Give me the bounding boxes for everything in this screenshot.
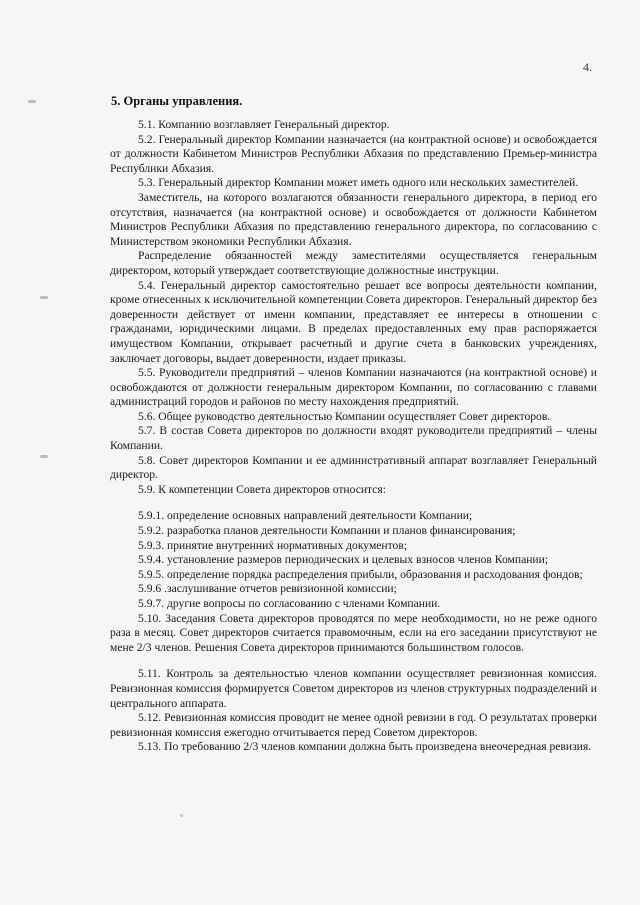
paragraph-5-2: 5.2. Генеральный директор Компании назначается (на контрактной основе) и освобождается от должности Кабинетом Министров Республики Абхазия по представлению Премьер-министра Республики Абхазия.	[110, 132, 597, 175]
page-number: 4.	[583, 60, 592, 74]
scan-artifact	[40, 296, 48, 299]
paragraph-deputy: Заместитель, на которого возлагаются обязанности генерального директора, в период его отсутствия, назначается (на контрактной основе) и освобождается от должности Кабинетом Министров Республики Абхазия по представлению генерального директора, по согласованию с Министерством экономики Республики Абхазия.	[110, 190, 597, 248]
paragraph-5-5: 5.5. Руководители предприятий – членов Компании назначаются (на контрактной основе) и освобождаются от должности генеральным директором Компании, по согласованию с главами администраций городов и районов по месту нахождения предприятий.	[110, 366, 597, 409]
list-item-5-9-1: 5.9.1. определение основных направлений деятельности Компании;	[138, 509, 473, 523]
paragraph-5-11: 5.11. Контроль за деятельностью членов компании осуществляет ревизионная комиссия. Ревизионная комиссия формируется Советом директоров из членов структурных подразделений и центрального аппарата.	[110, 667, 597, 710]
paragraph-5-10: 5.10. Заседания Совета директоров проводятся по мере необходимости, но не реже одного раза в месяц. Совет директоров считается правомочным, если на его заседании присутствуют не мене 2/3 членов. Решения Совета директоров принимаются большинством голосов.	[110, 611, 597, 654]
list-item-5-9-3: 5.9.3. принятие внутренних нормативных документов;	[138, 538, 408, 552]
paragraph-5-3: 5.3. Генеральный директор Компании может иметь одного или нескольких заместителей.	[138, 176, 579, 190]
scan-artifact	[40, 455, 48, 458]
paragraph-duties: Распределение обязанностей между заместителями осуществляется генеральным директором, который утверждает соответствующие должностные инструкции.	[110, 249, 597, 277]
paragraph-5-13: 5.13. По требованию 2/3 членов компании должна быть произведена внеочередная ревизия.	[138, 740, 592, 754]
paragraph-5-1: 5.1. Компанию возглавляет Генеральный директор.	[138, 118, 390, 131]
paragraph-5-12: 5.12. Ревизионная комиссия проводит не менее одной ревизии в год. О результатах проверки ревизионная комиссия ежегодно отчитывается перед Советом директоров.	[110, 711, 597, 739]
scan-speck	[180, 814, 183, 817]
list-item-5-9-2: 5.9.2. разработка планов деятельности Компании и планов финансирования;	[138, 524, 516, 538]
list-item-5-9-6: 5.9.6 .заслушивание отчетов ревизионной комиссии;	[138, 582, 397, 596]
paragraph-5-8: 5.8. Совет директоров Компании и ее административный аппарат возглавляет Генеральный директор.	[110, 453, 597, 482]
list-item-5-9-7: 5.9.7. другие вопросы по согласованию с членами Компании.	[138, 597, 441, 610]
paragraph-5-6: 5.6. Общее руководство деятельностью Компании осуществляет Совет директоров.	[138, 409, 551, 423]
paragraph-5-7: 5.7. В состав Совета директоров по должности входят руководители предприятий – члены Компании.	[110, 424, 597, 453]
paragraph-5-4: 5.4. Генеральный директор самостоятельно решает все вопросы деятельности компании, кроме отнесенных к исключительной компетенции Совета директоров. Генеральный директор без доверенности действует от имени компании, представляет ее интересы в отношении с гражданами, юридическими лицами. В пределах предоставленных ему прав распоряжается имуществом Компании, открывает расчетный и другие счета в банковских учреждениях, заключает договоры, выдает доверенности, издает приказы.	[110, 278, 597, 365]
section-heading: 5. Органы управления.	[111, 94, 243, 108]
paragraph-5-9: 5.9. К компетенции Совета директоров относится:	[138, 482, 386, 496]
scan-artifact	[28, 100, 36, 103]
section-body	[110, 118, 597, 755]
list-item-5-9-4: 5.9.4. установление размеров периодических и целевых взносов членов Компании;	[138, 553, 549, 567]
list-item-5-9-5: 5.9.5. определение порядка распределения прибыли, образования и расходования фондов;	[138, 567, 583, 581]
